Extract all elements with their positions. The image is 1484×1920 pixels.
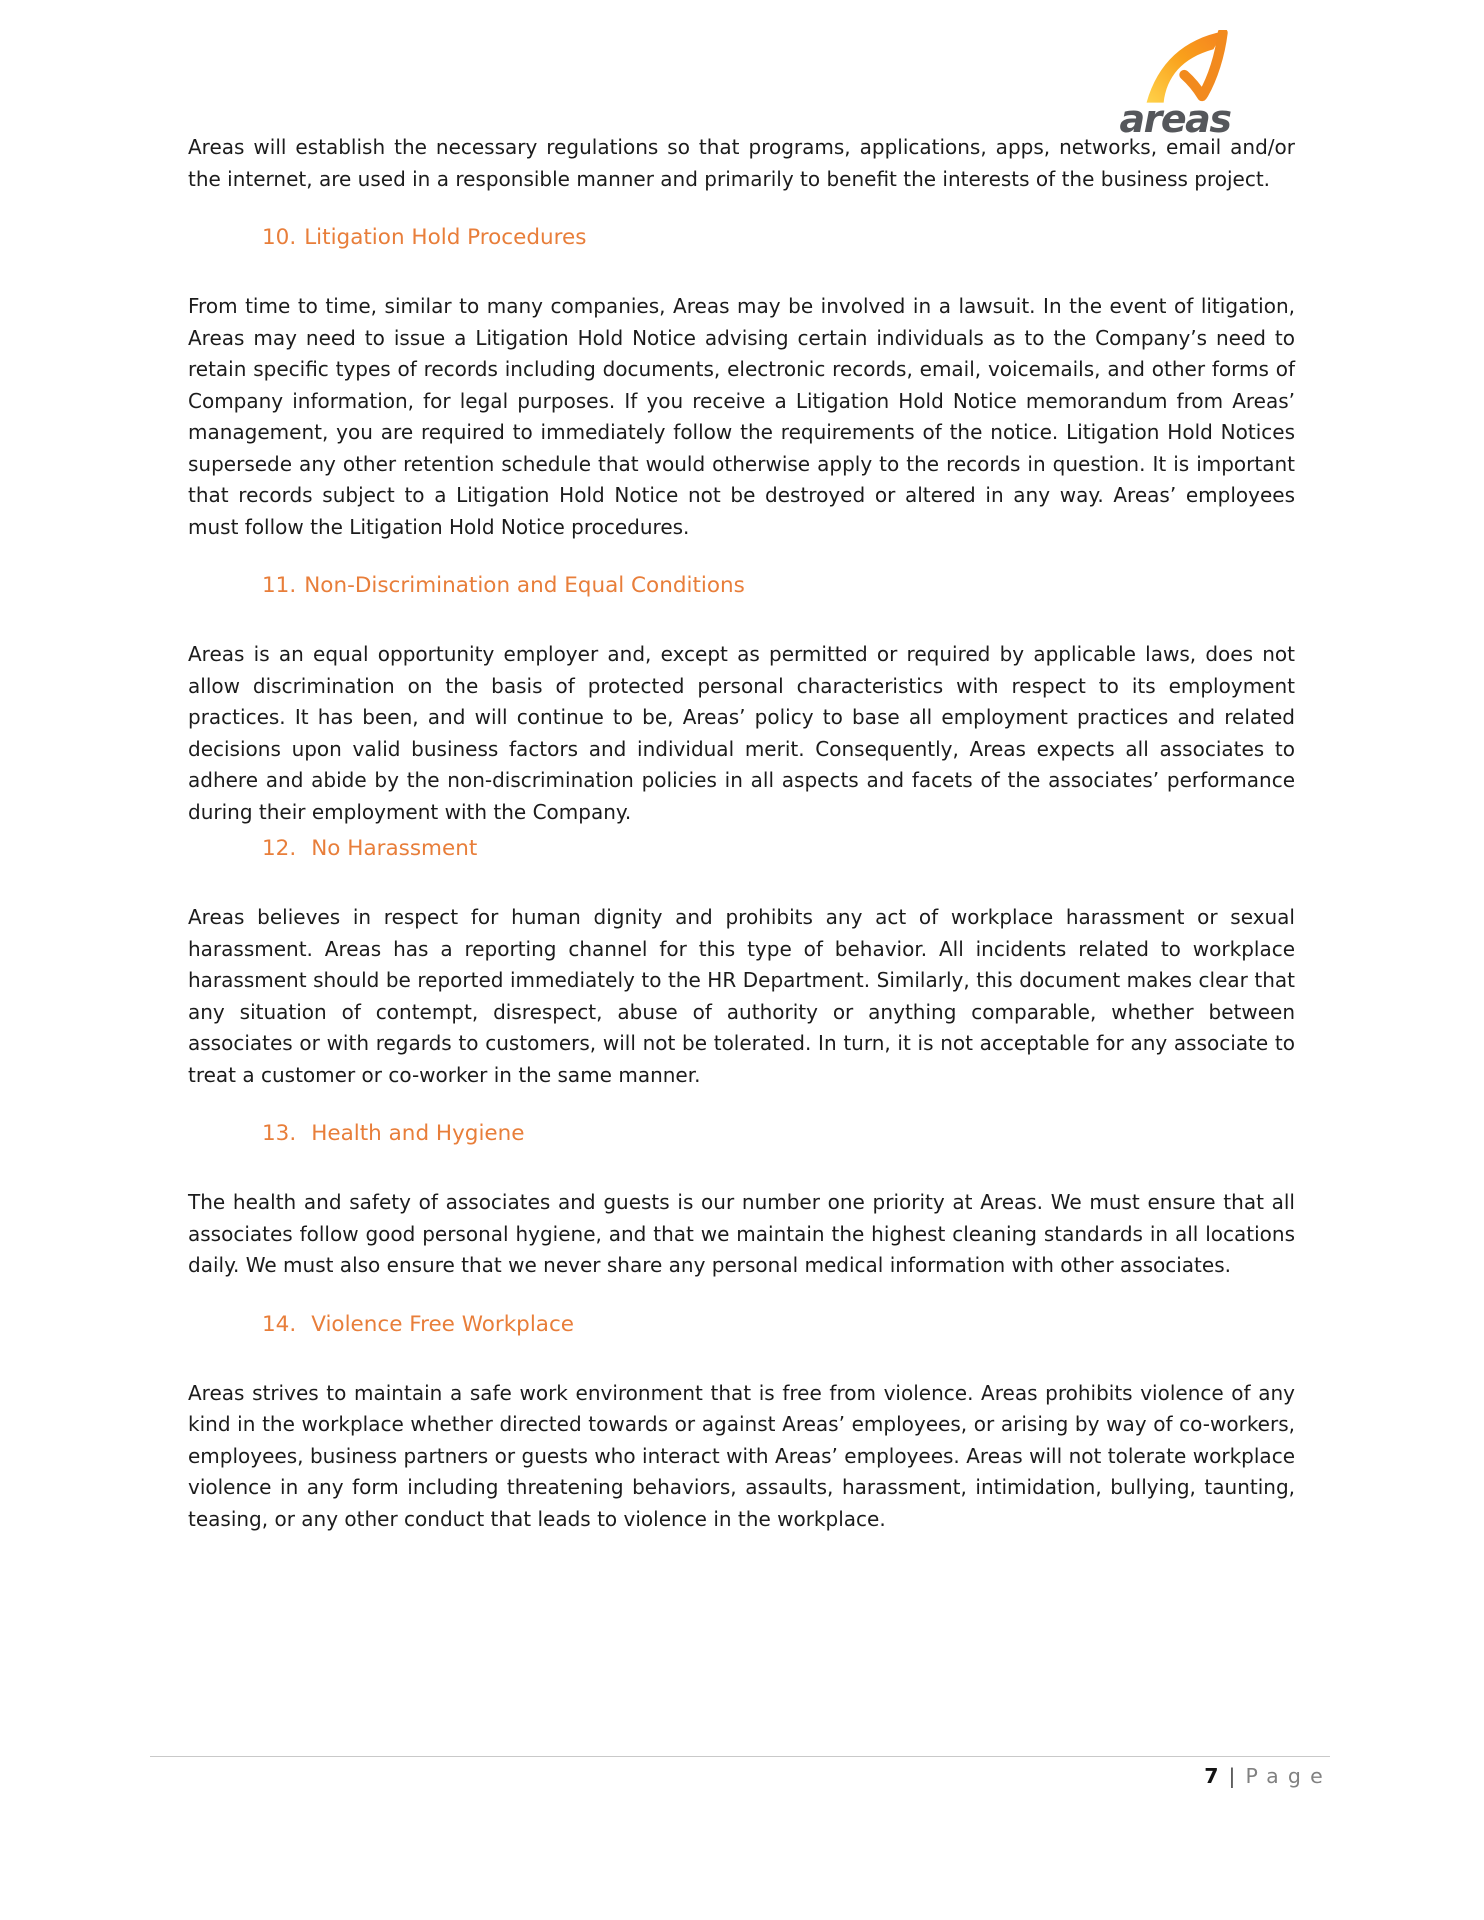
heading-number: 13. [262,1121,297,1146]
section-heading-health-hygiene [262,1121,1295,1147]
section-heading-no-harassment [262,836,1295,862]
footer-rule [150,1756,1330,1757]
paragraph-non-discrimination: Areas is an equal opportunity employer and, except as permitted or required by applicable laws, does not allow discrimination on the basis of protected personal characteristics with respect to its employment practices. It has been, and will continue to be, Areas’ policy to base all employment practices and related decisions upon valid business factors and individual merit. Consequently, Areas expects all associates to adhere and abide by the non-discrimination policies in all aspects and facets of the associates’ performance during their employment with the Company. [188,642,1295,824]
section-heading-violence-free [262,1312,1295,1338]
heading-title: Health and Hygiene [311,1121,525,1146]
heading-title: Non-Discrimination and Equal Conditions [304,573,745,598]
heading-number: 11. [262,573,297,598]
paragraph-violence-free: Areas strives to maintain a safe work environment that is free from violence. Areas prohibits violence of any kind in the workplace whether directed towards or against Areas’ employees, or arising by way of co-workers, employees, business partners or guests who interact with Areas’ employees. Areas will not tolerate workplace violence in any form including threatening behaviors, assaults, harassment, intimidation, bullying, taunting, teasing, or any other conduct that leads to violence in the workplace. [188,1380,1295,1531]
paragraph-no-harassment: Areas believes in respect for human dignity and prohibits any act of workplace harassment or sexual harassment. Areas has a reporting channel for this type of behavior. All incidents related to workplace harassment should be reported immediately to the HR Department. Similarly, this document makes clear that any situation of contempt, disrespect, abuse of authority or anything comparable, whether between associates or with regards to customers, will not be tolerated. In turn, it is not acceptable for any associate to treat a customer or co-worker in the same manner. [188,905,1295,1087]
page-number-separator: | [1228,1764,1236,1788]
heading-title: No Harassment [311,836,478,861]
page-number [1204,1763,1332,1789]
heading-number: 10. [262,225,297,250]
paragraph-intro: Areas will establish the necessary regulations so that programs, applications, apps, networks, email and/or the internet, are used in a responsible manner and primarily to benefit the interests of the business project. [188,135,1295,191]
heading-title: Litigation Hold Procedures [304,225,587,250]
heading-number: 12. [262,836,297,861]
page-number-label: Page [1245,1764,1332,1788]
heading-number: 14. [262,1311,297,1337]
paragraph-health-hygiene: The health and safety of associates and guests is our number one priority at Areas. We must ensure that all associates follow good personal hygiene, and that we maintain the highest cleaning standards in all locations daily. We must also ensure that we never share any personal medical information with other associates. [188,1190,1295,1277]
heading-title: Violence Free Workplace [311,1311,575,1337]
section-heading-litigation-hold [262,225,1295,251]
document-content [188,0,1295,1535]
page-number-value: 7 [1204,1764,1219,1788]
brand-wordmark: areas [1119,97,1231,141]
section-heading-non-discrimination [262,573,1295,599]
paragraph-litigation-hold: From time to time, similar to many companies, Areas may be involved in a lawsuit. In the event of litigation, Areas may need to issue a Litigation Hold Notice advising certain individuals as to the Company’s need to retain specific types of records including documents, electronic records, email, voicemails, and other forms of Company information, for legal purposes. If you receive a Litigation Hold Notice memorandum from Areas’ management, you are required to immediately follow the requirements of the notice. Litigation Hold Notices supersede any other retention schedule that would otherwise apply to the records in question. It is important that records subject to a Litigation Hold Notice not be destroyed or altered in any way. Areas’ employees must follow the Litigation Hold Notice procedures. [188,294,1295,539]
